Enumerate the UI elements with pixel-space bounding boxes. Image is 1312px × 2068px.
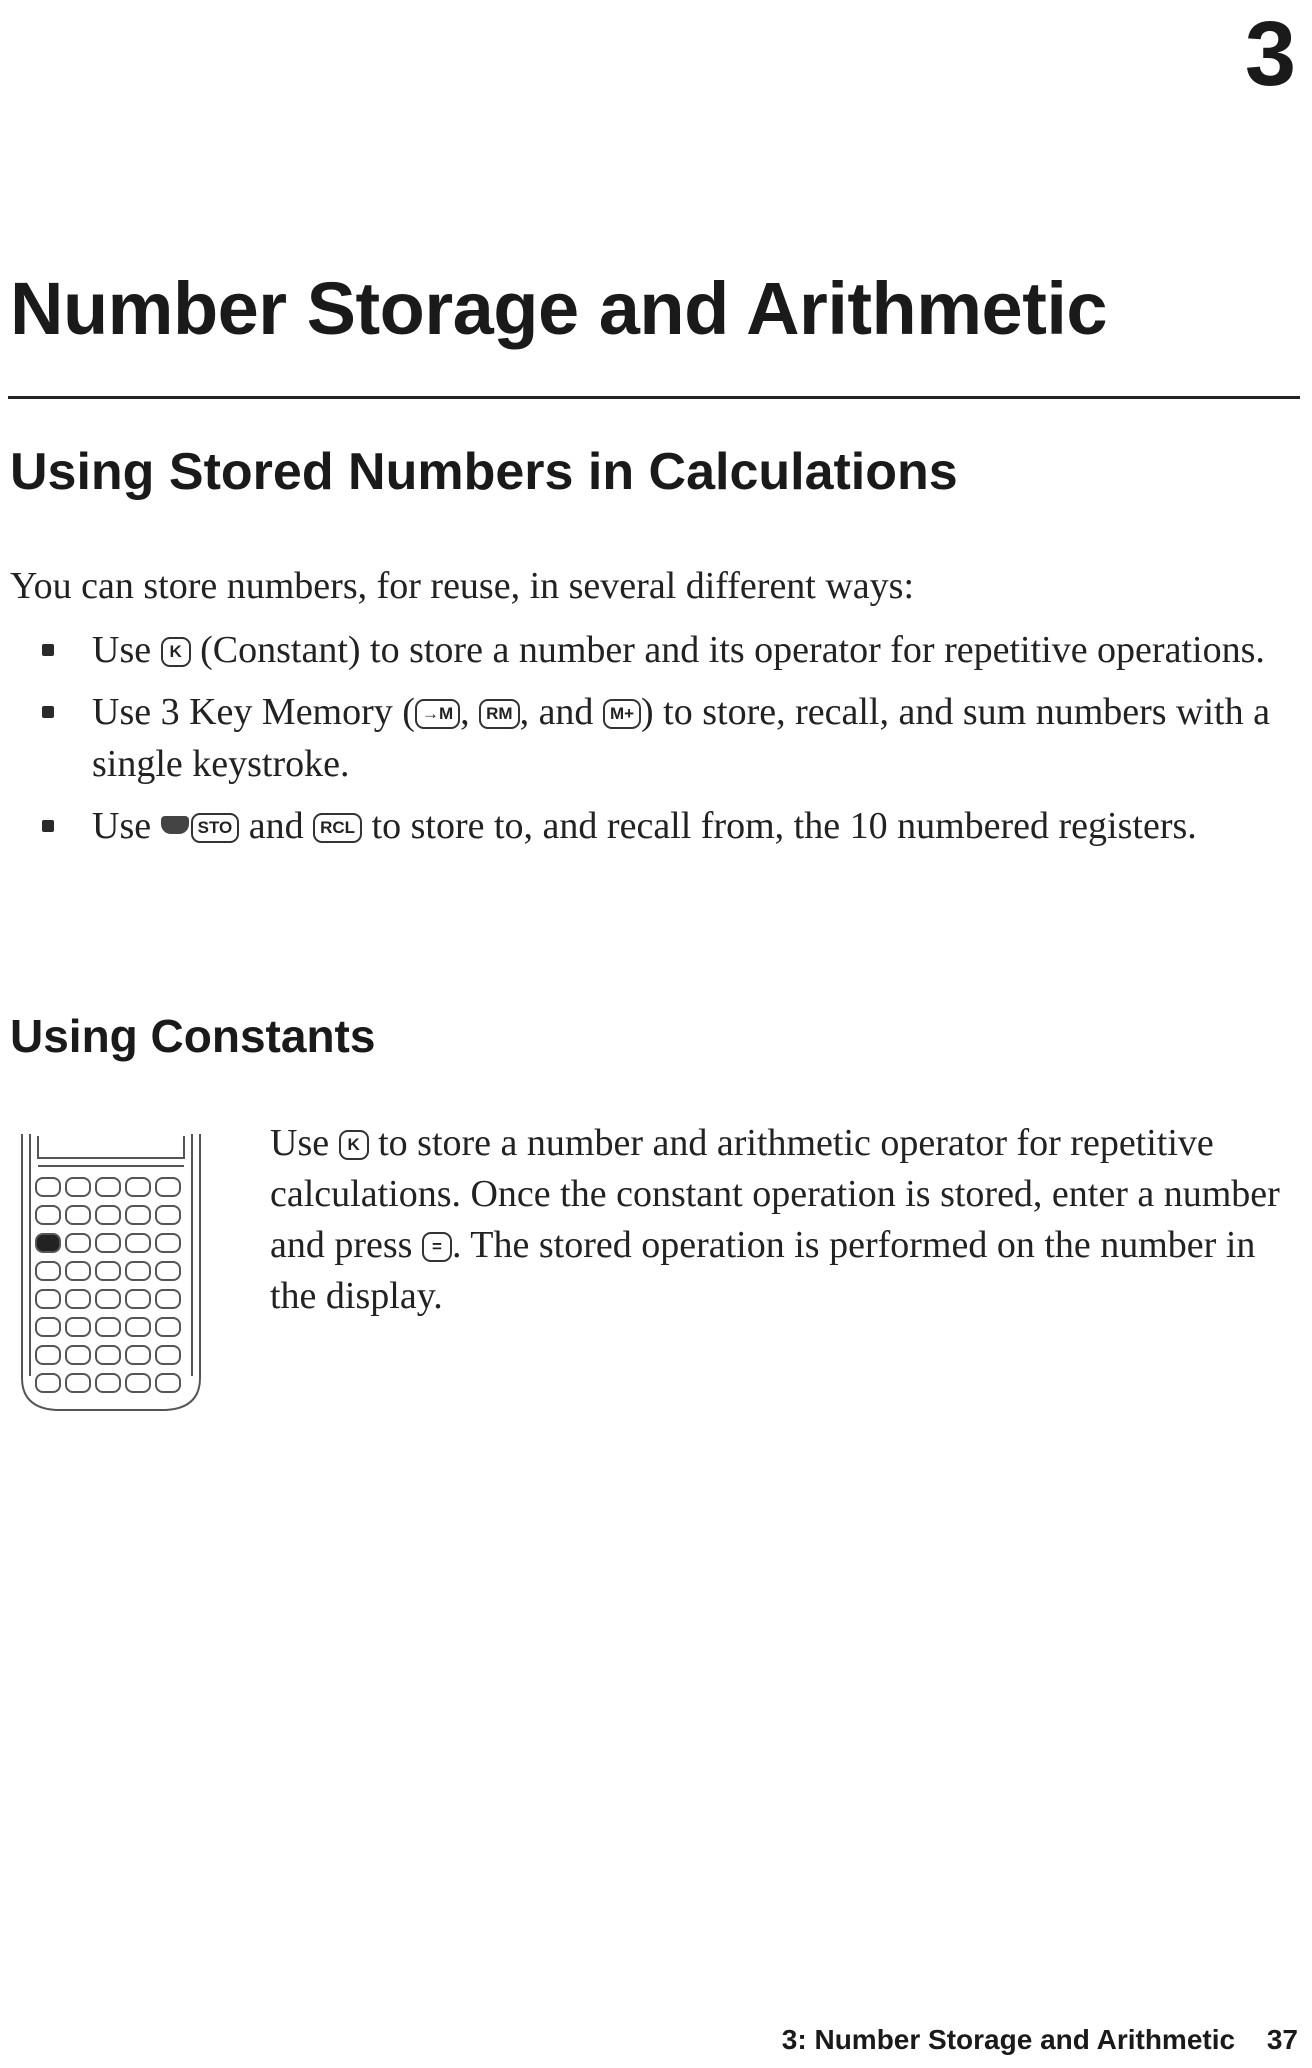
keypad-key [66,1178,90,1196]
keypad-key [36,1178,60,1196]
keypad-key [126,1206,150,1224]
keypad-key [126,1318,150,1336]
constant-key-icon: K [339,1130,369,1160]
shift-key-icon [161,816,189,834]
page-footer [782,2024,1298,2056]
footer-running-title: 3: Number Storage and Arithmetic [781,2024,1236,2055]
intro-paragraph: You can store numbers, for reuse, in several different ways: [10,565,915,607]
list-item: Use 3 Key Memory ( →M , RM , and M+ ) to store, recall, and sum numbers with a single keystroke. [38,686,1288,790]
memory-plus-key-icon: M+ [603,699,641,729]
keypad-key [96,1206,120,1224]
keypad-key [36,1318,60,1336]
keypad-key [126,1262,150,1280]
keypad-key [66,1290,90,1308]
keypad-key [96,1178,120,1196]
keypad-key [96,1290,120,1308]
keypad-key [36,1262,60,1280]
keypad-key [66,1206,90,1224]
keypad-key [96,1374,120,1392]
keypad-key [156,1290,180,1308]
keypad-key [66,1234,90,1252]
bullet-icon [42,644,54,656]
page-number: 37 [1266,2024,1298,2055]
recall-memory-key-icon: RM [479,699,519,729]
keypad-key [126,1374,150,1392]
keypad-key [66,1318,90,1336]
page-title: Number Storage and Arithmetic [10,267,1108,350]
section-heading: Using Stored Numbers in Calculations [10,443,958,501]
bullet-icon [42,820,54,832]
subsection-heading: Using Constants [10,1010,376,1062]
constants-paragraph: Use K to store a number and arithmetic operator for repetitive calculations. Once the constant operation is stored, enter a number and press = . The stored operation is performed on the number in the display. [270,1122,1280,1317]
bullet-icon [42,706,54,718]
list-item: Use K (Constant) to store a number and its operator for repetitive operations. [38,624,1288,676]
keypad-key [36,1346,60,1364]
keypad-key [156,1206,180,1224]
keypad-key [36,1206,60,1224]
keypad-key [96,1318,120,1336]
recall-key-icon: RCL [313,813,362,843]
keypad-key [66,1374,90,1392]
keypad-key [36,1374,60,1392]
keypad-key [66,1346,90,1364]
keypad-key [66,1262,90,1280]
calculator-keypad-icon [16,1128,206,1414]
keypad-key [126,1346,150,1364]
keypad-key [36,1290,60,1308]
keypad-key [126,1178,150,1196]
list-item: Use STO and RCL to store to, and recall from, the 10 numbered registers. [38,800,1288,852]
chapter-number: 3 [1244,3,1296,105]
title-divider [8,396,1300,399]
store-memory-key-icon: →M [415,699,460,729]
keypad-key [156,1374,180,1392]
storage-methods-list [38,624,1288,862]
keypad-key [96,1262,120,1280]
keypad-key [126,1290,150,1308]
keypad-key [156,1318,180,1336]
keypad-key [126,1234,150,1252]
keypad-key [156,1346,180,1364]
keypad-key [156,1178,180,1196]
constant-key-icon: K [161,637,191,667]
keypad-key [156,1262,180,1280]
keypad-key [96,1346,120,1364]
equals-key-icon: = [422,1232,452,1262]
keypad-key [96,1234,120,1252]
store-key-icon: STO [191,813,240,843]
keypad-key [36,1234,60,1252]
keypad-key [156,1234,180,1252]
